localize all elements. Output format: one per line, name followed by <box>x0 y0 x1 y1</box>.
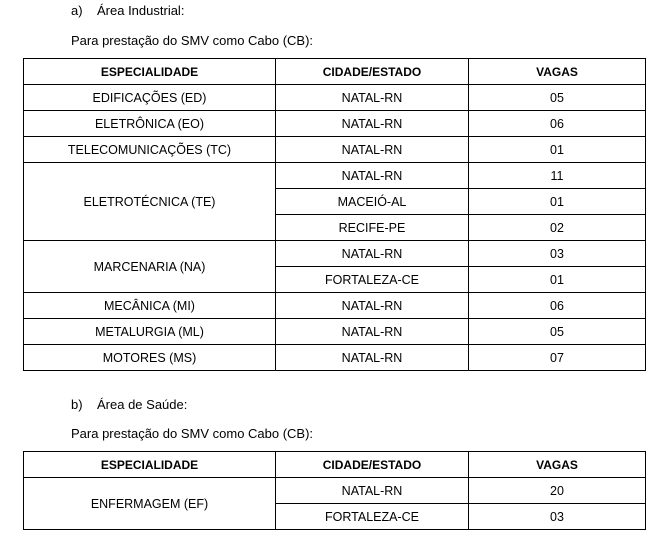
section-b-intro: Para prestação do SMV como Cabo (CB): <box>71 426 314 441</box>
specialty-cell: MOTORES (MS) <box>24 345 276 371</box>
table-row <box>24 241 646 267</box>
city-cell: MACEIÓ-AL <box>276 189 469 215</box>
city-cell: NATAL-RN <box>276 319 469 345</box>
industrial-table <box>23 58 646 371</box>
city-cell: NATAL-RN <box>276 478 469 504</box>
specialty-cell: ELETROTÉCNICA (TE) <box>24 163 276 241</box>
table-row <box>24 345 646 371</box>
specialty-cell: TELECOMUNICAÇÕES (TC) <box>24 137 276 163</box>
table-row <box>24 85 646 111</box>
header-cidade-estado: CIDADE/ESTADO <box>276 452 469 478</box>
table-row <box>24 111 646 137</box>
table-header-row <box>24 452 646 478</box>
specialty-cell: EDIFICAÇÕES (ED) <box>24 85 276 111</box>
section-b-heading <box>71 397 187 412</box>
header-cidade-estado: CIDADE/ESTADO <box>276 59 469 85</box>
table-header-row <box>24 59 646 85</box>
vacancies-cell: 03 <box>469 504 646 530</box>
vacancies-cell: 02 <box>469 215 646 241</box>
city-cell: NATAL-RN <box>276 85 469 111</box>
vacancies-cell: 05 <box>469 85 646 111</box>
vacancies-cell: 01 <box>469 267 646 293</box>
section-b-title: Área de Saúde: <box>97 397 188 412</box>
health-table <box>23 451 646 530</box>
vacancies-cell: 06 <box>469 111 646 137</box>
city-cell: NATAL-RN <box>276 137 469 163</box>
city-cell: FORTALEZA-CE <box>276 504 469 530</box>
vacancies-cell: 20 <box>469 478 646 504</box>
header-especialidade: ESPECIALIDADE <box>24 452 276 478</box>
city-cell: NATAL-RN <box>276 241 469 267</box>
city-cell: FORTALEZA-CE <box>276 267 469 293</box>
vacancies-cell: 11 <box>469 163 646 189</box>
city-cell: NATAL-RN <box>276 345 469 371</box>
section-a-title: Área Industrial: <box>97 3 185 18</box>
specialty-cell: ELETRÔNICA (EO) <box>24 111 276 137</box>
vacancies-cell: 01 <box>469 137 646 163</box>
table-row <box>24 137 646 163</box>
header-vagas: VAGAS <box>469 452 646 478</box>
table-row <box>24 163 646 189</box>
vacancies-cell: 07 <box>469 345 646 371</box>
vacancies-cell: 03 <box>469 241 646 267</box>
header-especialidade: ESPECIALIDADE <box>24 59 276 85</box>
city-cell: RECIFE-PE <box>276 215 469 241</box>
section-b-letter: b) <box>71 397 83 412</box>
city-cell: NATAL-RN <box>276 163 469 189</box>
section-a-intro: Para prestação do SMV como Cabo (CB): <box>71 33 314 48</box>
section-a-heading <box>71 3 184 18</box>
vacancies-cell: 01 <box>469 189 646 215</box>
specialty-cell: ENFERMAGEM (EF) <box>24 478 276 530</box>
city-cell: NATAL-RN <box>276 293 469 319</box>
vacancies-cell: 06 <box>469 293 646 319</box>
section-a-letter: a) <box>71 3 83 18</box>
specialty-cell: MECÂNICA (MI) <box>24 293 276 319</box>
header-vagas: VAGAS <box>469 59 646 85</box>
table-row <box>24 478 646 504</box>
table-row <box>24 319 646 345</box>
specialty-cell: MARCENARIA (NA) <box>24 241 276 293</box>
table-row <box>24 293 646 319</box>
city-cell: NATAL-RN <box>276 111 469 137</box>
specialty-cell: METALURGIA (ML) <box>24 319 276 345</box>
vacancies-cell: 05 <box>469 319 646 345</box>
